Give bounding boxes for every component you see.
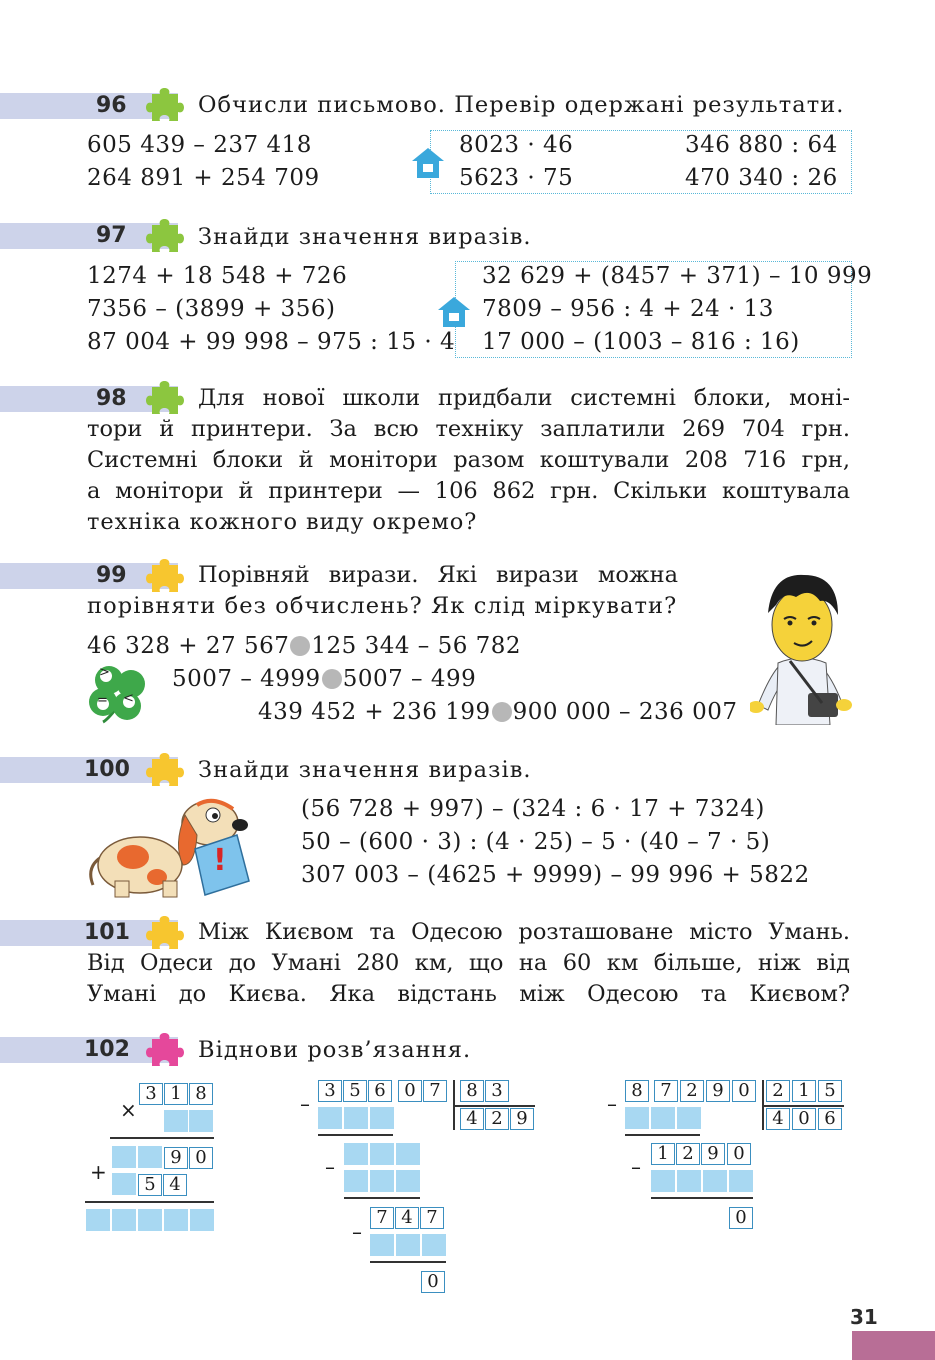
empty-cell[interactable] (396, 1170, 420, 1192)
empty-cell[interactable] (138, 1146, 162, 1168)
house-icon (410, 145, 446, 181)
expr-96-1: 605 439 – 237 418 (87, 132, 312, 158)
digit-cell: 5 (818, 1080, 842, 1102)
empty-cell[interactable] (190, 1209, 214, 1231)
digit-cell: 2 (680, 1080, 704, 1102)
task-text-98-body: тори й принтери. За всю техніку заплатили 269 704 грн. Системні блоки й монітори разом коштували 208 716 грн, а монітори й принтери — 106 862 грн. Скільки коштувала техніка кожного виду окремо? (87, 416, 850, 535)
compare-circle[interactable] (322, 669, 342, 689)
task-number-102: 102 (84, 1037, 130, 1062)
digit-cell: 8 (625, 1080, 649, 1102)
digit-cell: 1 (651, 1143, 675, 1165)
compare-99-1: 46 328 + 27 567 125 344 – 56 782 (87, 633, 522, 659)
digit-cell: 9 (701, 1143, 725, 1165)
puzzle-icon (146, 377, 186, 417)
empty-cell[interactable] (86, 1209, 110, 1231)
digit-cell: 5 (138, 1174, 162, 1196)
digit-cell: 3 (318, 1080, 342, 1102)
clover-icon: > = < (85, 664, 157, 724)
task-number-101: 101 (84, 920, 130, 945)
expr-100-1: (56 728 + 997) – (324 : 6 · 17 + 7324) (301, 796, 765, 822)
digit-cell: 3 (485, 1080, 509, 1102)
digit-cell: 4 (163, 1174, 187, 1196)
page-number: 31 (850, 1305, 878, 1329)
digit-cell: 9 (510, 1108, 534, 1130)
empty-cell[interactable] (651, 1107, 675, 1129)
empty-cell[interactable] (138, 1209, 162, 1231)
empty-cell[interactable] (422, 1234, 446, 1256)
digit-cell: 1 (792, 1080, 816, 1102)
digit-cell: 8 (460, 1080, 484, 1102)
empty-cell[interactable] (344, 1143, 368, 1165)
page-number-bar (852, 1331, 935, 1360)
empty-cell[interactable] (651, 1170, 675, 1192)
empty-cell[interactable] (677, 1107, 701, 1129)
empty-cell[interactable] (703, 1170, 727, 1192)
task-text-102: Віднови розв’язання. (198, 1037, 472, 1063)
task-text-99-line1: Порівняй вирази. Які вирази можна (198, 562, 678, 588)
empty-cell[interactable] (625, 1107, 649, 1129)
empty-cell[interactable] (677, 1170, 701, 1192)
puzzle-icon (146, 749, 186, 789)
digit-cell: 7 (370, 1207, 394, 1229)
expr-96-4: 5623 · 75 (459, 165, 574, 191)
empty-cell[interactable] (112, 1173, 136, 1195)
puzzle-icon (146, 1029, 186, 1069)
house-icon (436, 294, 472, 330)
digit-cell: 6 (368, 1080, 392, 1102)
expr-96-6: 470 340 : 26 (685, 165, 838, 191)
digit-cell: 8 (189, 1083, 213, 1105)
digit-cell: 5 (343, 1080, 367, 1102)
empty-cell[interactable] (164, 1209, 188, 1231)
digit-cell: 4 (460, 1108, 484, 1130)
puzzle-icon (146, 84, 186, 124)
empty-cell[interactable] (112, 1146, 136, 1168)
task-text-98-line1: Для нової школи придбали системні блоки, моні- (198, 385, 850, 411)
expr-97-4: 32 629 + (8457 + 371) – 10 999 (482, 263, 873, 289)
digit-cell: 9 (706, 1080, 730, 1102)
empty-cell[interactable] (370, 1234, 394, 1256)
puzzle-icon (146, 555, 186, 595)
empty-cell[interactable] (344, 1170, 368, 1192)
task-text-97: Знайди значення виразів. (198, 224, 532, 250)
empty-cell[interactable] (370, 1143, 394, 1165)
digit-cell: 2 (766, 1080, 790, 1102)
empty-cell[interactable] (396, 1234, 420, 1256)
digit-cell: 0 (421, 1271, 445, 1293)
empty-cell[interactable] (318, 1107, 342, 1129)
task-number-100: 100 (84, 757, 130, 782)
digit-cell: 0 (189, 1147, 213, 1169)
digit-cell: 0 (729, 1207, 753, 1229)
task-text-100: Знайди значення виразів. (198, 757, 532, 783)
empty-cell[interactable] (164, 1110, 188, 1132)
digit-cell: 3 (139, 1083, 163, 1105)
expr-100-2: 50 – (600 · 3) : (4 · 25) – 5 · (40 – 7 · 5) (301, 829, 771, 855)
digit-cell: 4 (395, 1207, 419, 1229)
boy-illustration (750, 565, 855, 725)
expr-97-5: 7809 – 956 : 4 + 24 · 13 (482, 296, 774, 322)
expr-100-3: 307 003 – (4625 + 9999) – 99 996 + 5822 (301, 862, 810, 888)
empty-cell[interactable] (729, 1170, 753, 1192)
task-text-101-body: Від Одеси до Умані 280 км, що на 60 км більше, ніж від Умані до Києва. Яка відстань між Одесою та Києвом? (87, 950, 850, 1007)
digit-cell: 7 (420, 1207, 444, 1229)
expr-97-1: 1274 + 18 548 + 726 (87, 263, 348, 289)
empty-cell[interactable] (189, 1110, 213, 1132)
task-number-97: 97 (96, 223, 127, 248)
empty-cell[interactable] (370, 1170, 394, 1192)
expr-96-2: 264 891 + 254 709 (87, 165, 320, 191)
compare-99-2: 5007 – 4999 5007 – 499 (172, 666, 477, 692)
empty-cell[interactable] (112, 1209, 136, 1231)
empty-cell[interactable] (370, 1107, 394, 1129)
expr-97-2: 7356 – (3899 + 356) (87, 296, 336, 322)
compare-circle[interactable] (290, 636, 310, 656)
empty-cell[interactable] (344, 1107, 368, 1129)
digit-cell: 9 (164, 1147, 188, 1169)
task-number-99: 99 (96, 563, 127, 588)
digit-cell: 4 (766, 1108, 790, 1130)
digit-cell: 0 (792, 1108, 816, 1130)
puzzle-icon (146, 215, 186, 255)
compare-circle[interactable] (492, 702, 512, 722)
task-text-99-line2: порівняти без обчислень? Як слід міркувати? (87, 593, 678, 619)
digit-cell: 0 (727, 1143, 751, 1165)
task-text-96: Обчисли письмово. Перевір одержані результати. (198, 92, 845, 118)
expr-96-3: 8023 · 46 (459, 132, 574, 158)
task-number-96: 96 (96, 93, 127, 118)
compare-99-3: 439 452 + 236 199 900 000 – 236 007 (258, 699, 738, 725)
digit-cell: 0 (398, 1080, 422, 1102)
digit-cell: 0 (732, 1080, 756, 1102)
puzzle-icon (146, 912, 186, 952)
expr-97-3: 87 004 + 99 998 – 975 : 15 · 4 (87, 329, 456, 355)
digit-cell: 1 (164, 1083, 188, 1105)
dog-illustration: ! (85, 795, 255, 900)
task-number-98: 98 (96, 386, 127, 411)
digit-cell: 7 (423, 1080, 447, 1102)
empty-cell[interactable] (396, 1143, 420, 1165)
expr-97-6: 17 000 – (1003 – 816 : 16) (482, 329, 800, 355)
digit-cell: 7 (654, 1080, 678, 1102)
digit-cell: 2 (676, 1143, 700, 1165)
digit-cell: 2 (485, 1108, 509, 1130)
expr-96-5: 346 880 : 64 (685, 132, 838, 158)
task-text-101-line1: Між Києвом та Одесою розташоване місто Умань. (198, 919, 850, 945)
digit-cell: 6 (818, 1108, 842, 1130)
